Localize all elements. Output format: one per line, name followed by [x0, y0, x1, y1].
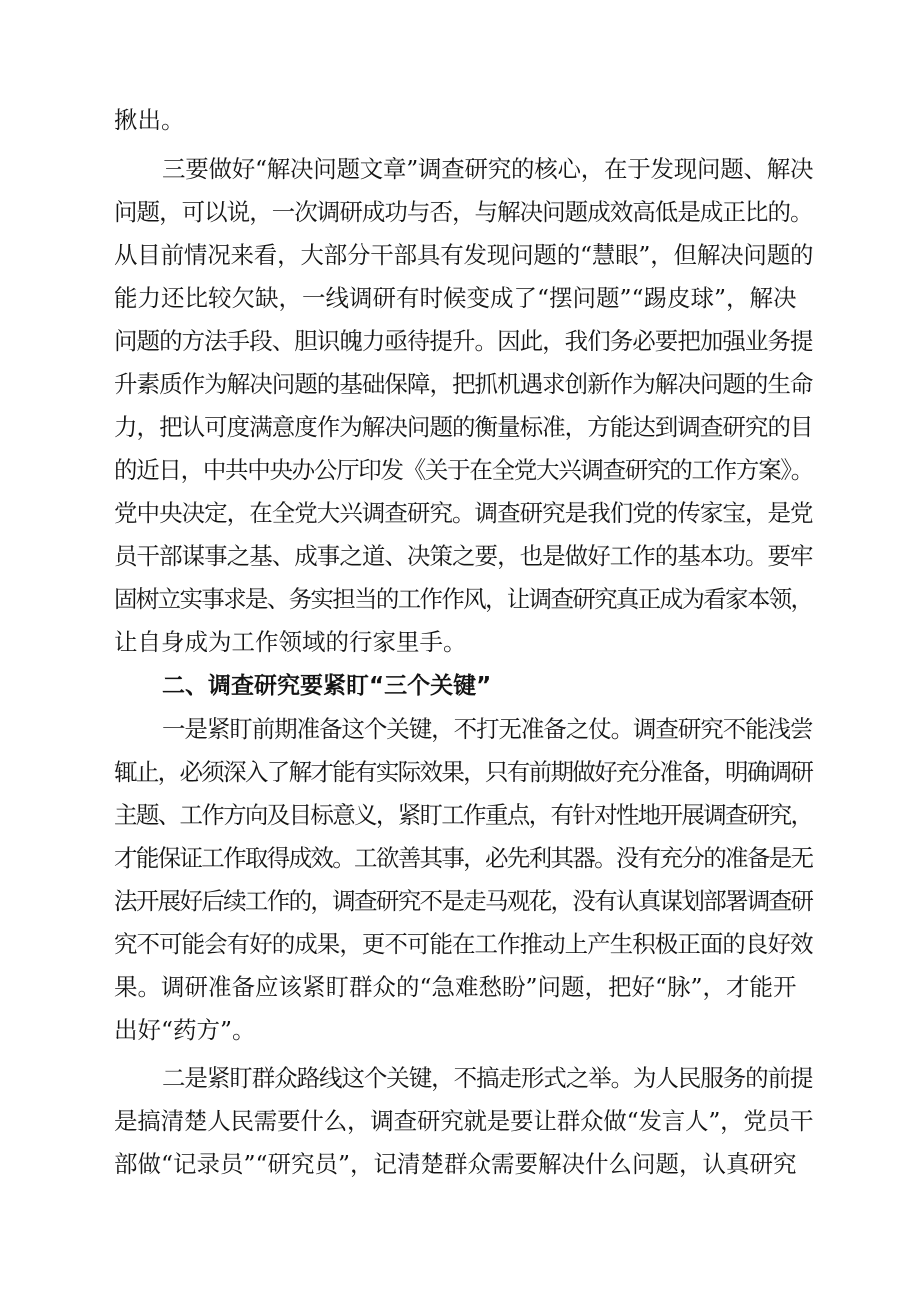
- text-line: 主题、工作方向及目标意义，紧盯工作重点，有针对性地开展调查研究，: [114, 801, 813, 829]
- text-line: 能力还比较欠缺，一线调研有时候变成了“摆问题”“踢皮球”，解决: [114, 284, 797, 312]
- text-line: 揪出。: [114, 106, 185, 134]
- paragraph-first-line: 一是紧盯前期准备这个关键，不打无准备之仗。调查研究不能浅尝: [162, 715, 813, 743]
- text-line: 问题，可以说，一次调研成功与否，与解决问题成效高低是成正比的。: [114, 198, 813, 226]
- text-line: 员干部谋事之基、成事之道、决策之要，也是做好工作的基本功。要牢: [114, 542, 813, 570]
- paragraph-first-line: 三要做好“解决问题文章”调查研究的核心，在于发现问题、解决: [162, 155, 814, 183]
- text-line: 力，把认可度满意度作为解决问题的衡量标准，方能达到调查研究的目: [114, 413, 813, 441]
- text-line: 从目前情况来看，大部分干部具有发现问题的“慧眼”，但解决问题的: [114, 241, 814, 269]
- text-line: 升素质作为解决问题的基础保障，把抓机遇求创新作为解决问题的生命: [114, 370, 813, 398]
- text-line: 出好“药方”。: [114, 1016, 256, 1044]
- text-line: 的近日，中共中央办公厅印发《关于在全党大兴调查研究的工作方案》。: [114, 456, 813, 484]
- text-line: 究不可能会有好的成果，更不可能在工作推动上产生积极正面的良好效: [114, 930, 813, 958]
- text-line: 是搞清楚人民需要什么，调查研究就是要让群众做“发言人”，党员干: [114, 1107, 814, 1135]
- text-line: 辄止，必须深入了解才能有实际效果，只有前期做好充分准备，明确调研: [114, 758, 813, 786]
- text-line: 果。调研准备应该紧盯群众的“急难愁盼”问题，把好“脉”，才能开: [114, 973, 797, 1001]
- text-line: 党中央决定，在全党大兴调查研究。调查研究是我们党的传家宝，是党: [114, 499, 813, 527]
- text-line: 固树立实事求是、务实担当的工作作风，让调查研究真正成为看家本领，: [114, 585, 813, 613]
- paragraph-first-line: 二是紧盯群众路线这个关键，不搞走形式之举。为人民服务的前提: [162, 1064, 813, 1092]
- section-heading: 二、调查研究要紧盯“三个关键”: [162, 673, 492, 699]
- text-line: 法开展好后续工作的，调查研究不是走马观花，没有认真谋划部署调查研: [114, 887, 813, 915]
- text-line: 部做“记录员”“研究员”，记清楚群众需要解决什么问题，认真研究: [114, 1150, 797, 1178]
- text-line: 才能保证工作取得成效。工欲善其事，必先利其器。没有充分的准备是无: [114, 844, 813, 872]
- text-line: 让自身成为工作领域的行家里手。: [114, 628, 467, 656]
- text-line: 问题的方法手段、胆识魄力亟待提升。因此，我们务必要把加强业务提: [114, 327, 813, 355]
